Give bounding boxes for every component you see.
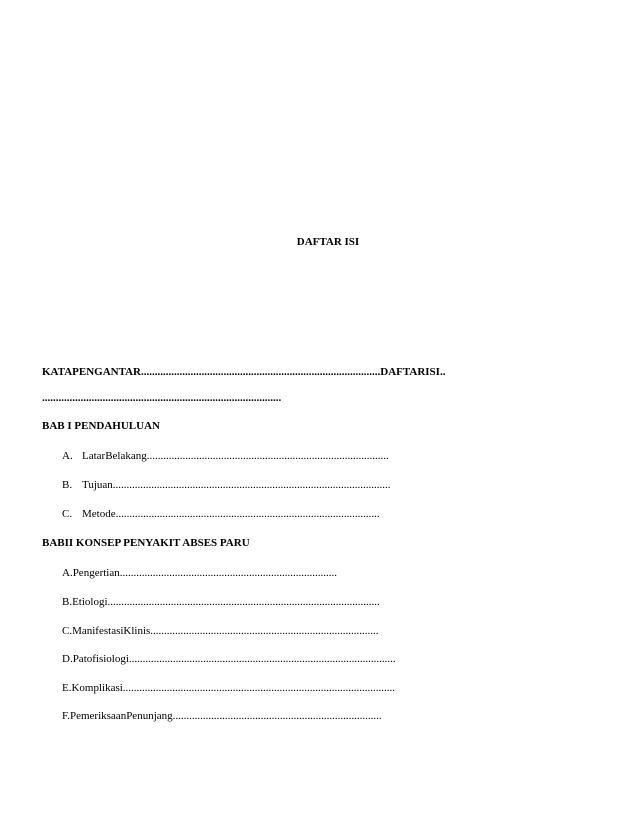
toc-entry-manifestasi-klinis: C.ManifestasiKlinis...................................................................................: [62, 625, 379, 637]
toc-entry-pemeriksaan-penunjang: F.PemeriksaanPenunjang............................................................................: [62, 710, 382, 722]
toc-entry-continuation: .......................................................................................: [42, 392, 282, 404]
toc-entry-text: Metode................................................................................................: [82, 508, 380, 520]
list-marker: C.: [62, 508, 73, 520]
toc-entry-etiologi: B.Etiologi...................................................................................................: [62, 596, 380, 608]
toc-entry-kata-pengantar: KATAPENGANTAR.......................................................................................DAFTARISI..: [42, 366, 446, 378]
toc-entry-latar-belakang: [62, 450, 389, 462]
chapter-heading-bab2: BABII KONSEP PENYAKIT ABSES PARU: [42, 537, 250, 549]
toc-entry-pengertian: A.Pengertian...............................................................................: [62, 567, 337, 579]
page-title: DAFTAR ISI: [296, 236, 360, 248]
toc-entry-tujuan: [62, 479, 391, 491]
toc-entry-patofisiologi: D.Patofisiologi.................................................................................................: [62, 653, 396, 665]
toc-entry-komplikasi: E.Komplikasi...................................................................................................: [62, 682, 396, 694]
toc-entry-metode: [62, 508, 380, 520]
toc-entry-text: Tujuan.....................................................................................................: [82, 479, 391, 491]
toc-entry-text: LatarBelakang........................................................................................: [82, 450, 389, 462]
list-marker: B.: [62, 479, 73, 491]
list-marker: A.: [62, 450, 73, 462]
chapter-heading-bab1: BAB I PENDAHULUAN: [42, 420, 160, 432]
